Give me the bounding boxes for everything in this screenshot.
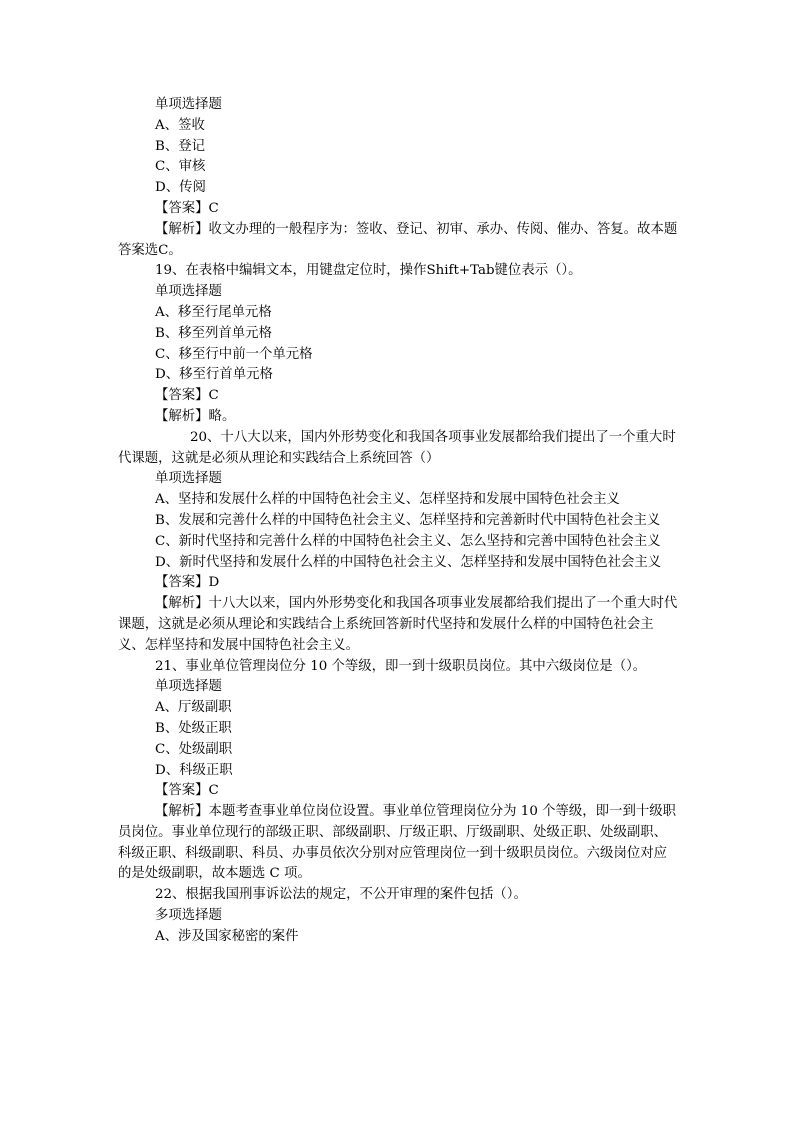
question-stem: 22、根据我国刑事诉讼法的规定，不公开审理的案件包括（）。 [155,887,527,903]
answer: 【答案】C [155,783,219,799]
option-a: A、移至行尾单元格 [155,304,272,320]
question-stem: 21、事业单位管理岗位分 10 个等级，即一到十级职员岗位。其中六级岗位是（）。 [155,658,647,674]
option-c: C、处级副职 [155,741,233,757]
option-a: A、涉及国家秘密的案件 [155,928,299,944]
question-stem: 19、在表格中编辑文本，用键盘定位时，操作Shift+Tab键位表示（）。 [155,263,582,279]
option-a: A、坚持和发展什么样的中国特色社会主义、怎样坚持和发展中国特色社会主义 [155,492,620,508]
option-b: B、登记 [155,138,206,154]
option-d: D、移至行首单元格 [155,367,273,383]
question-stem: 20、十八大以来，国内外形势变化和我国各项事业发展都给我们提出了一个重大时代课题，这就是必须从理论和实践结合上系统回答（） [118,429,676,466]
question-type: 单项选择题 [155,284,222,300]
option-d: D、传阅 [155,180,206,196]
analysis: 【解析】十八大以来，国内外形势变化和我国各项事业发展都给我们提出了一个重大时代课题，这就是必须从理论和实践结合上系统回答新时代坚持和发展什么样的中国特色社会主义、怎样坚持和发展中国特色社会主义。 [118,596,678,653]
option-c: C、审核 [155,159,206,175]
answer: 【答案】C [155,200,219,216]
option-b: B、处级正职 [155,720,232,736]
question-type: 单项选择题 [155,97,222,112]
answer: 【答案】D [155,575,220,591]
option-d: D、科级正职 [155,762,233,778]
option-a: A、厅级副职 [155,700,232,716]
analysis: 【解析】收文办理的一般程序为：签收、登记、初审、承办、传阅、催办、答复。故本题答案选C。 [118,221,678,258]
option-b: B、移至列首单元格 [155,325,272,341]
question-type: 单项选择题 [155,471,222,487]
option-c: C、移至行中前一个单元格 [155,346,313,362]
option-a: A、签收 [155,117,205,133]
question-type: 多项选择题 [155,908,222,924]
question-type: 单项选择题 [155,679,222,695]
option-c: C、新时代坚持和完善什么样的中国特色社会主义、怎么坚持和完善中国特色社会主义 [155,533,661,549]
analysis: 【解析】略。 [155,408,236,424]
document-page [118,95,678,948]
option-b: B、发展和完善什么样的中国特色社会主义、怎样坚持和完善新时代中国特色社会主义 [155,512,661,528]
analysis: 【解析】本题考查事业单位岗位设置。事业单位管理岗位分为 10 个等级，即一到十级职员岗位。事业单位现行的部级正职、部级副职、厅级正职、厅级副职、处级正职、处级副职、科级正职、科级副职、科员、办事员依次分别对应管理岗位一到十级职员岗位。六级岗位对应的是处级副职，故本题选 C 项。 [118,804,677,882]
answer: 【答案】C [155,388,219,404]
option-d: D、新时代坚持和发展什么样的中国特色社会主义、怎样坚持和发展中国特色社会主义 [155,554,662,570]
